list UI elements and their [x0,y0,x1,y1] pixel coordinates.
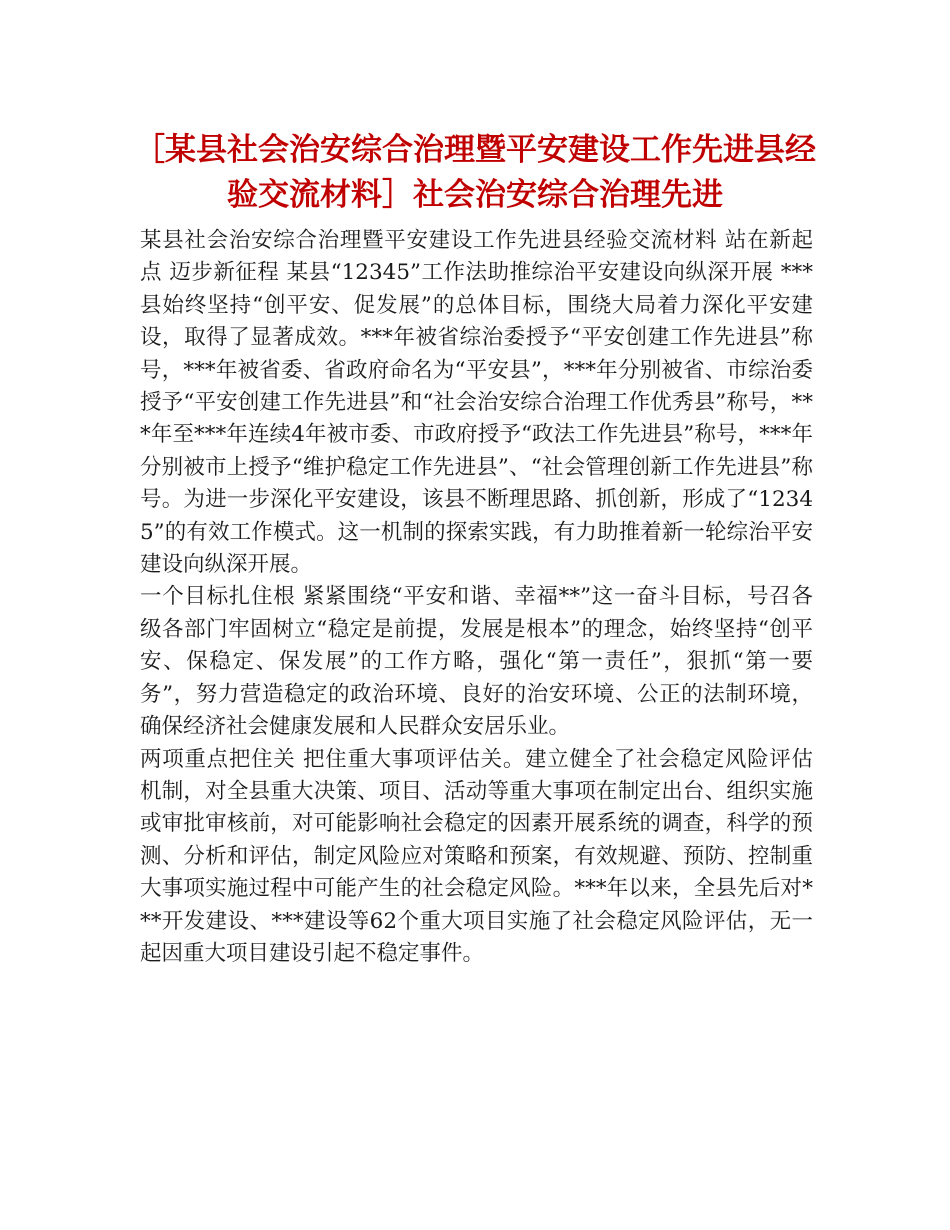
paragraph-3: 两项重点把住关 把住重大事项评估关。建立健全了社会稳定风险评估机制，对全县重大决策、项目、活动等重大事项在制定出台、组织实施或审批审核前，对可能影响社会稳定的因素开展系统的调查，科学的预测、分析和评估，制定风险应对策略和预案，有效规避、预防、控制重大事项实施过程中可能产生的社会稳定风险。***年以来，全县先后对***开发建设、***建设等62个重大项目实施了社会稳定风险评估，无一起因重大项目建设引起不稳定事件。 [140,746,813,966]
document-title: ［某县社会治安综合治理暨平安建设工作先进县经验交流材料］社会治安综合治理先进 [134,132,816,213]
paragraph-2: 一个目标扎住根 紧紧围绕“平安和谐、幸福**”这一奋斗目标，号召各级各部门牢固树立“稳定是前提，发展是根本”的理念，始终坚持“创平安、保稳定、保发展”的工作方略，强化“第一责任”，狠抓“第一要务”，努力营造稳定的政治环境、良好的治安环境、公正的法制环境，确保经济社会健康发展和人民群众安居乐业。 [140,584,813,740]
paragraph-1: 某县社会治安综合治理暨平安建设工作先进县经验交流材料 站在新起点 迈步新征程 某县“12345”工作法助推综治平安建设向纵深开展 ***县始终坚持“创平安、促发展”的总体目标，围绕大局着力深化平安建设，取得了显著成效。***年被省综治委授予“平安创建工作先进县”称号，***年被省委、省政府命名为“平安县”，***年分别被省、市综治委授予“平安创建工作先进县”和“社会治安综合治理工作优秀县”称号，***年至***年连续4年被市委、市政府授予“政法工作先进县”称号，***年分别被市上授予“维护稳定工作先进县”、“社会管理创新工作先进县”称号。为进一步深化平安建设，该县不断理思路、抓创新，形成了“12345”的有效工作模式。这一机制的探索实践，有力助推着新一轮综治平安建设向纵深开展。 [140,228,813,578]
document-body [140,225,813,970]
